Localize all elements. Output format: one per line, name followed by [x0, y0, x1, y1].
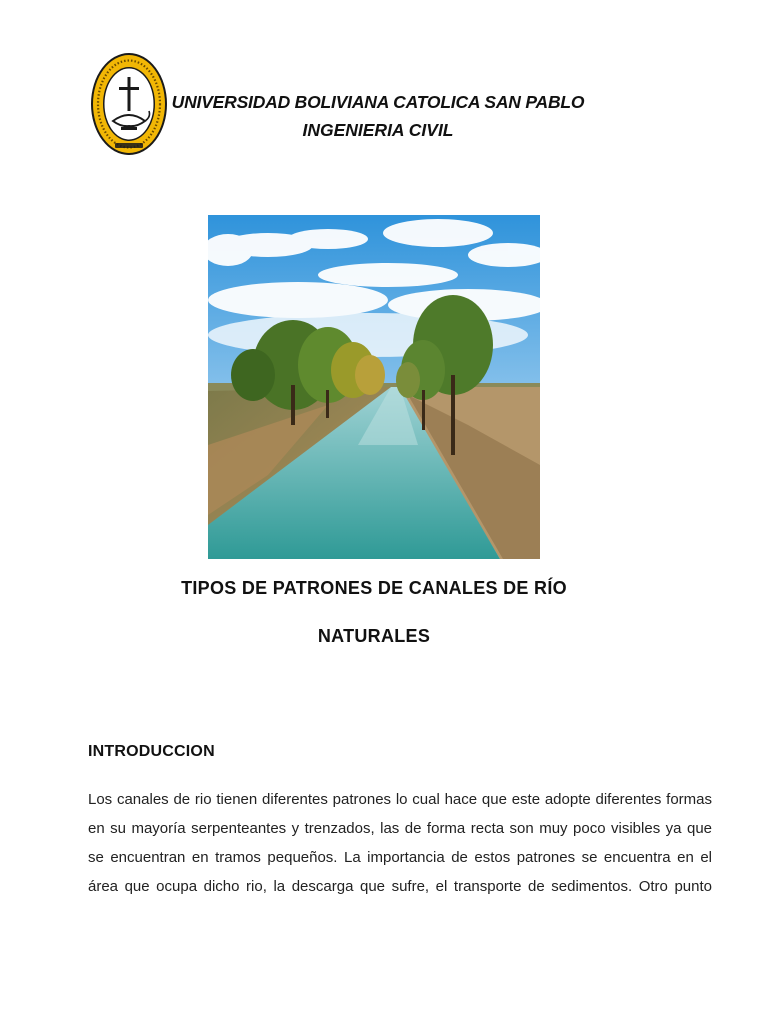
canal-cover-photo [208, 215, 540, 559]
university-seal-logo [89, 51, 169, 157]
introduction-paragraph [88, 785, 712, 901]
document-title-line-2: NATURALES [317, 626, 431, 646]
faculty-name: INGENIERIA CIVIL [302, 120, 454, 140]
document-title-line-1: TIPOS DE PATRONES DE CANALES DE RÍO [181, 578, 567, 598]
section-heading-introduccion: INTRODUCCION [88, 743, 215, 760]
paragraph-line-4: área que ocupa dicho rio, la descarga que sufre, el transporte de sedimentos. Otro punto [88, 878, 712, 895]
paragraph-line-2: en su mayoría serpenteantes y trenzados, las de forma recta son muy poco visibles ya que [88, 820, 712, 837]
paragraph-line-1: Los canales de rio tienen diferentes patrones lo cual hace que este adopte diferentes formas [88, 791, 712, 808]
university-name: UNIVERSIDAD BOLIVIANA CATOLICA SAN PABLO [171, 92, 585, 112]
paragraph-line-3: se encuentran en tramos pequeños. La importancia de estos patrones se encuentra en el [88, 849, 712, 866]
